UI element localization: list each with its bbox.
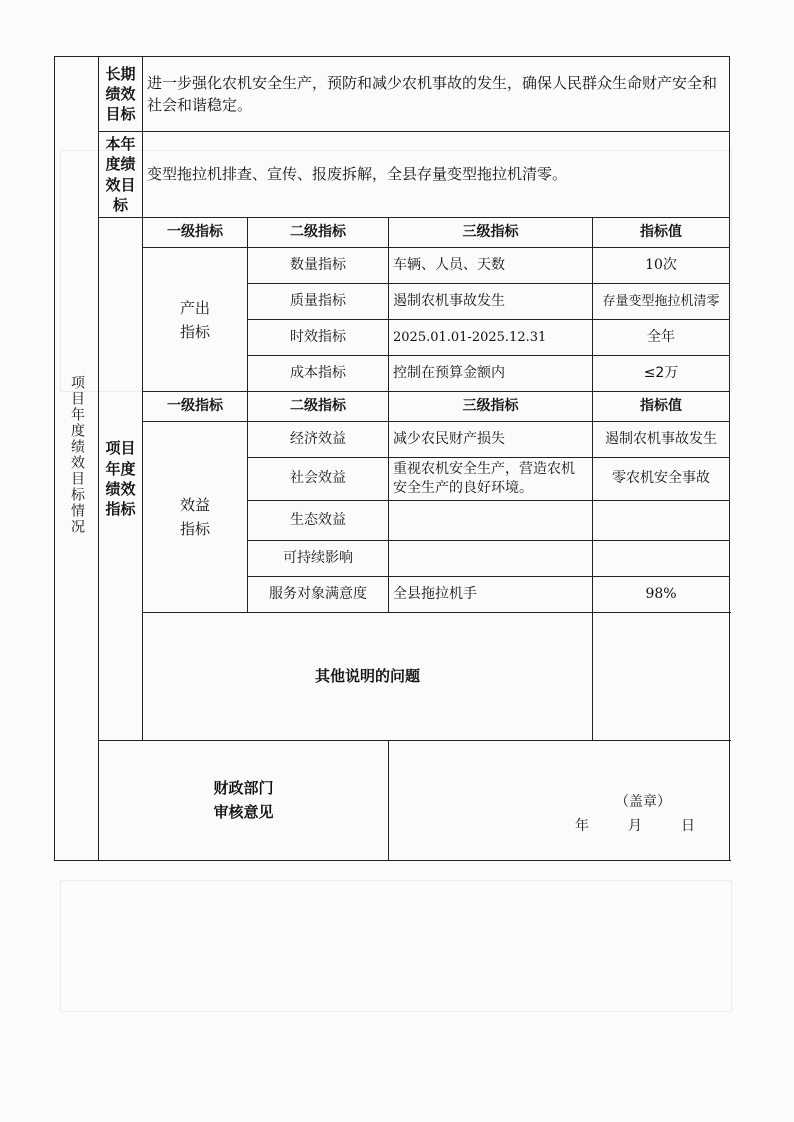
other-notes-content — [593, 612, 730, 740]
satisfaction-value: 98% — [593, 576, 730, 612]
finance-label-line1: 财政部门 — [213, 779, 274, 798]
seal-text: （盖章） — [615, 793, 672, 810]
long-term-row — [55, 57, 730, 132]
other-notes-label: 其他说明的问题 — [314, 667, 420, 686]
benefit-header-row — [55, 392, 730, 422]
benefit-level2: 社会效益 — [248, 458, 389, 501]
output-level3: 遏制农机事故发生 — [389, 284, 593, 320]
output-level2: 数量指标 — [248, 248, 389, 284]
annual-label-cell — [99, 132, 143, 218]
benefit-row — [55, 422, 730, 458]
output-value: 全年 — [593, 320, 730, 356]
benefit-level3: 重视农机安全生产，营造农机安全生产的良好环境。 — [389, 458, 593, 501]
header-value: 指标值 — [593, 218, 730, 248]
benefit-level3 — [389, 540, 593, 576]
finance-opinion-cell — [389, 740, 730, 860]
annual-row — [55, 132, 730, 218]
long-term-text-cell — [143, 57, 730, 132]
long-term-label: 长期绩效目标 — [105, 64, 136, 124]
benefit-label-cell — [143, 422, 248, 613]
output-level2: 时效指标 — [248, 320, 389, 356]
benefit-value: 零农机安全事故 — [593, 458, 730, 501]
output-header-row — [55, 218, 730, 248]
long-term-text: 进一步强化农机安全生产，预防和减少农机事故的发生，确保人民群众生命财产安全和社会和谐稳定。 — [147, 73, 718, 114]
benefit-level2: 可持续影响 — [248, 540, 389, 576]
finance-row — [55, 740, 730, 860]
satisfaction-level3: 全县拖拉机手 — [389, 576, 593, 612]
output-level3: 2025.01.01-2025.12.31 — [389, 320, 593, 356]
other-notes-row — [55, 612, 730, 740]
output-level2: 质量指标 — [248, 284, 389, 320]
bleed-through-table-bottom — [60, 880, 732, 1012]
date-month: 月 — [628, 817, 643, 834]
output-value: 存量变型拖拉机清零 — [593, 284, 730, 320]
output-label: 产出指标 — [179, 298, 210, 341]
section-title: 项目年度绩效目标情况 — [68, 375, 85, 536]
date-year: 年 — [575, 817, 590, 834]
finance-label-cell — [99, 740, 389, 860]
output-label-cell — [143, 248, 248, 392]
satisfaction-level2: 服务对象满意度 — [248, 576, 389, 612]
output-level2: 成本指标 — [248, 356, 389, 392]
output-level3: 车辆、人员、天数 — [389, 248, 593, 284]
output-value: 10次 — [593, 248, 730, 284]
annual-label: 本年度绩效目标 — [105, 135, 136, 214]
long-term-label-cell — [99, 57, 143, 132]
indicators-label: 项目年度绩效指标 — [105, 439, 136, 519]
indicators-label-cell — [99, 218, 143, 741]
header-value: 指标值 — [593, 392, 730, 422]
benefit-level2: 生态效益 — [248, 500, 389, 540]
header-level1: 一级指标 — [143, 218, 248, 248]
benefit-level3 — [389, 500, 593, 540]
finance-label-line2: 审核意见 — [213, 803, 274, 822]
section-title-cell — [55, 57, 99, 861]
header-level3: 三级指标 — [389, 218, 593, 248]
annual-text: 变型拖拉机排查、宣传、报废拆解，全县存量变型拖拉机清零。 — [147, 165, 568, 184]
benefit-label: 效益指标 — [179, 495, 210, 538]
benefit-value: 遏制农机事故发生 — [593, 422, 730, 458]
benefit-level3: 减少农民财产损失 — [389, 422, 593, 458]
header-level1: 一级指标 — [143, 392, 248, 422]
date-day: 日 — [681, 817, 696, 834]
date-line — [575, 817, 695, 836]
benefit-level2: 经济效益 — [248, 422, 389, 458]
header-level3: 三级指标 — [389, 392, 593, 422]
other-notes-label-cell — [143, 612, 593, 740]
annual-text-cell — [143, 132, 730, 218]
output-value: ≤2万 — [593, 356, 730, 392]
output-level3: 控制在预算金额内 — [389, 356, 593, 392]
header-level2: 二级指标 — [248, 392, 389, 422]
output-row — [55, 248, 730, 284]
performance-target-table — [54, 56, 730, 861]
benefit-value — [593, 540, 730, 576]
benefit-value — [593, 500, 730, 540]
header-level2: 二级指标 — [248, 218, 389, 248]
